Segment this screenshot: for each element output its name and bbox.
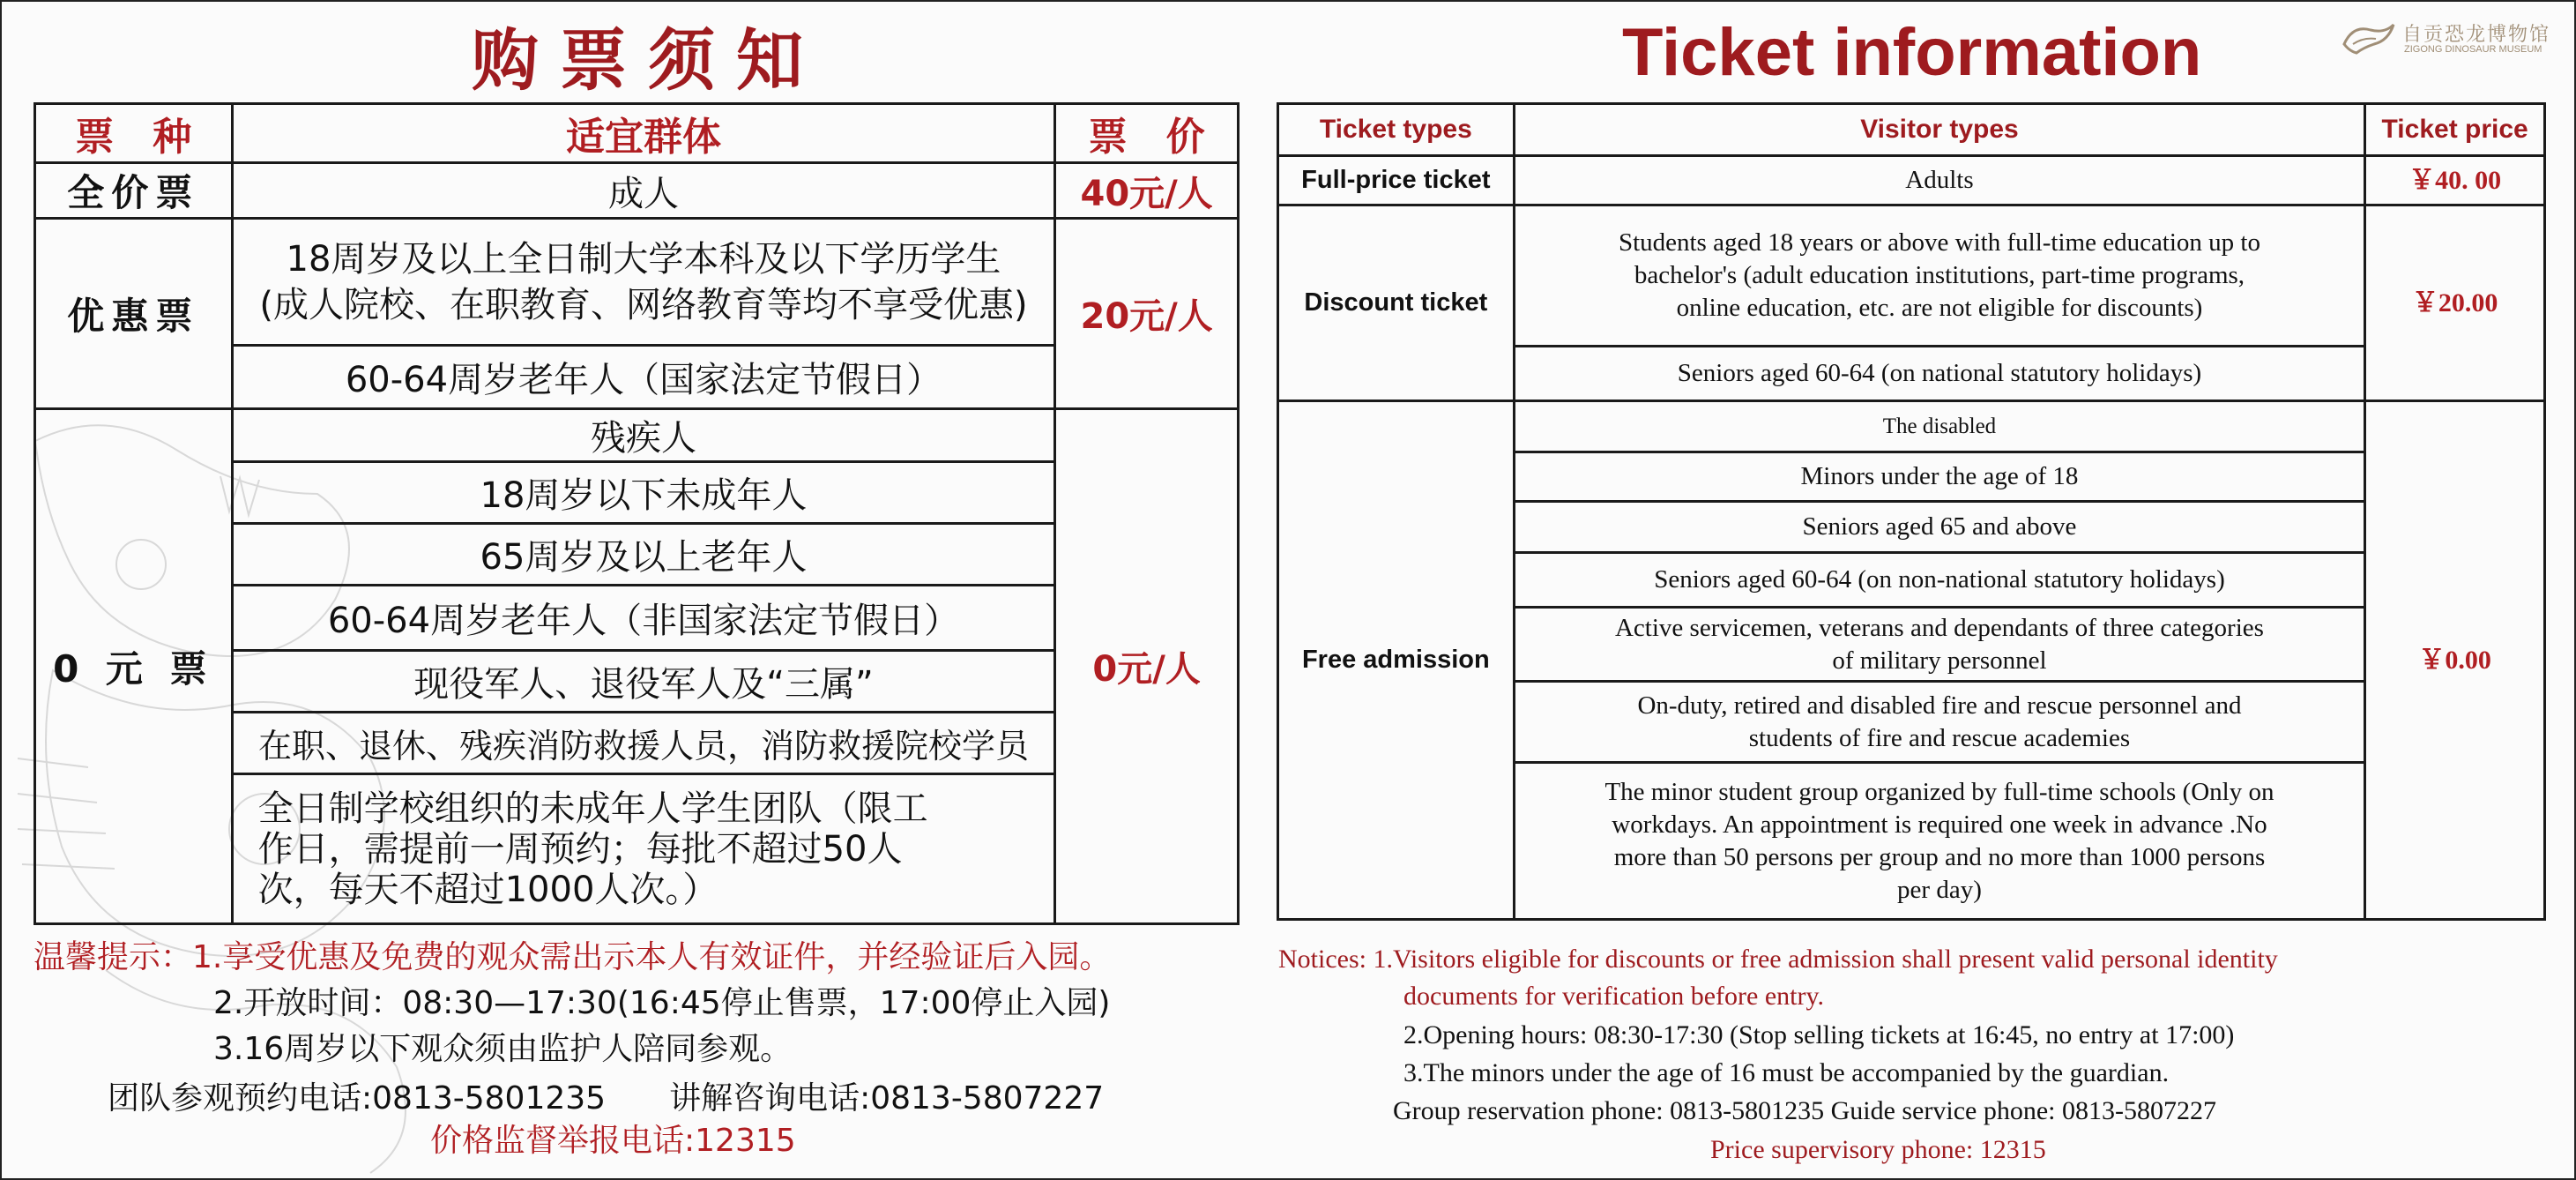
table-row (1278, 205, 2545, 347)
discount-ticket-price-en: ￥20.00 (2365, 205, 2545, 401)
ticket-table-cn (34, 102, 1240, 925)
free-ticket-type-en: Free admission (1278, 401, 1515, 920)
discount-group-seniors: 60-64周岁老年人（国家法定节假日） (232, 346, 1055, 409)
students-en-line3: online education, etc. are not eligible for discounts) (1676, 294, 2203, 322)
notes-en-supervisory: Price supervisory phone: 12315 (1710, 1135, 2046, 1164)
free-group-student-team (232, 774, 1055, 924)
header-ticket-type: 票 种 (35, 104, 233, 163)
table-header-row (1278, 104, 2545, 156)
table-row (1278, 401, 2545, 452)
header-price: 票 价 (1055, 104, 1239, 163)
full-ticket-group-en: Adults (1514, 156, 2365, 205)
notes-en-line2: documents for verification before entry. (1403, 982, 1825, 1011)
notes-cn-line2: 2.开放时间：08:30—17:30(16:45停止售票，17:00停止入园) (213, 985, 1111, 1021)
notes-cn-phones: 团队参观预约电话:0813-5801235 讲解咨询电话:0813-5807227 (108, 1080, 1105, 1117)
free-group-military-en (1514, 608, 2365, 682)
fire-en-line1: On-duty, retired and disabled fire and rescue personnel and (1637, 691, 2242, 720)
header-visitor-types: Visitor types (1514, 104, 2365, 156)
notes-en-line1: Notices: 1.Visitors eligible for discounts or free admission shall present valid personal identity (1278, 945, 2278, 974)
free-group-fire-en (1514, 682, 2365, 763)
logo-text-en: ZIGONG DINOSAUR MUSEUM (2404, 44, 2542, 55)
team-en-line3: more than 50 persons per group and no more than 1000 persons (1613, 842, 2266, 871)
notes-cn-line3: 3.16周岁以下观众须由监护人陪同参观。 (213, 1031, 793, 1067)
team-en-line1: The minor student group organized by full-time schools (Only on (1604, 777, 2274, 806)
free-group-seniors60-en: Seniors aged 60-64 (on non-national statutory holidays) (1514, 553, 2365, 608)
table-row (35, 219, 1239, 346)
notes-en-line3: 2.Opening hours: 08:30-17:30 (Stop selling tickets at 16:45, no entry at 17:00) (1403, 1020, 2235, 1049)
students-en-line1: Students aged 18 years or above with full-time education up to (1618, 228, 2260, 257)
full-ticket-price: 40元/人 (1055, 163, 1239, 219)
header-ticket-types: Ticket types (1278, 104, 1515, 156)
team-en-line2: workdays. An appointment is required one week in advance .No (1612, 810, 2267, 839)
table-row (35, 163, 1239, 219)
student-team-line3: 次，每天不超过1000人次。） (257, 869, 718, 910)
student-team-line1: 全日制学校组织的未成年人学生团队（限工 (257, 788, 928, 829)
notes-cn-supervisory: 价格监督举报电话:12315 (430, 1123, 796, 1159)
museum-logo (2341, 18, 2552, 60)
full-ticket-price-en: ￥40. 00 (2365, 156, 2545, 205)
military-en-line2: of military personnel (1832, 646, 2047, 675)
full-ticket-type-en: Full-price ticket (1278, 156, 1515, 205)
students-en-line2: bachelor's (adult education institutions, part-time programs, (1634, 261, 2245, 289)
notes-en-line4: 3.The minors under the age of 16 must be accompanied by the guardian. (1403, 1058, 2170, 1087)
free-group-fire: 在职、退休、残疾消防救援人员，消防救援院校学员 (232, 713, 1055, 774)
dinosaur-logo-icon (2341, 18, 2397, 56)
free-ticket-type: 0 元 票 (35, 409, 233, 924)
free-ticket-price-en: ￥0.00 (2365, 401, 2545, 920)
free-group-minors: 18周岁以下未成年人 (232, 462, 1055, 524)
discount-ticket-type: 优惠票 (35, 219, 233, 409)
military-en-line1: Active servicemen, veterans and dependants of three categories (1614, 613, 2264, 642)
page-title-en: Ticket information (1622, 15, 2202, 90)
notes-en-phones: Group reservation phone: 0813-5801235 Guide service phone: 0813-5807227 (1393, 1096, 2216, 1125)
header-ticket-price: Ticket price (2365, 104, 2545, 156)
free-group-disabled-en: The disabled (1514, 401, 2365, 452)
discount-students-line1: 18周岁及以上全日制大学本科及以下学历学生 (286, 238, 1001, 280)
free-group-student-team-en (1514, 763, 2365, 920)
discount-ticket-price: 20元/人 (1055, 219, 1239, 409)
free-group-minors-en: Minors under the age of 18 (1514, 452, 2365, 502)
discount-group-seniors-en: Seniors aged 60-64 (on national statutory holidays) (1514, 347, 2365, 401)
table-header-row (35, 104, 1239, 163)
full-ticket-type: 全价票 (35, 163, 233, 219)
discount-students-line2: (成人院校、在职教育、网络教育等均不享受优惠) (259, 284, 1028, 325)
free-group-seniors65: 65周岁及以上老年人 (232, 524, 1055, 586)
page-title-cn: 购票须知 (472, 21, 824, 100)
table-row (1278, 156, 2545, 205)
discount-group-students (232, 219, 1055, 346)
logo-text-cn: 自贡恐龙博物馆 (2402, 24, 2551, 46)
notes-cn-line1: 温馨提示：1.享受优惠及免费的观众需出示本人有效证件，并经验证后入园。 (34, 939, 1112, 975)
free-group-seniors65-en: Seniors aged 65 and above (1514, 502, 2365, 553)
free-group-disabled: 残疾人 (232, 409, 1055, 462)
discount-ticket-type-en: Discount ticket (1278, 205, 1515, 401)
student-team-line2: 作日，需提前一周预约；每批不超过50人 (257, 828, 903, 870)
free-group-seniors60: 60-64周岁老年人（非国家法定节假日） (232, 586, 1055, 651)
team-en-line4: per day) (1897, 875, 1982, 904)
ticket-table-en (1277, 102, 2546, 921)
full-ticket-group: 成人 (232, 163, 1055, 219)
header-visitor-group: 适宜群体 (232, 104, 1055, 163)
discount-group-students-en (1514, 205, 2365, 347)
table-row (35, 409, 1239, 462)
free-ticket-price: 0元/人 (1055, 409, 1239, 924)
fire-en-line2: students of fire and rescue academies (1748, 723, 2131, 752)
free-group-military: 现役军人、退役军人及“三属” (232, 651, 1055, 713)
